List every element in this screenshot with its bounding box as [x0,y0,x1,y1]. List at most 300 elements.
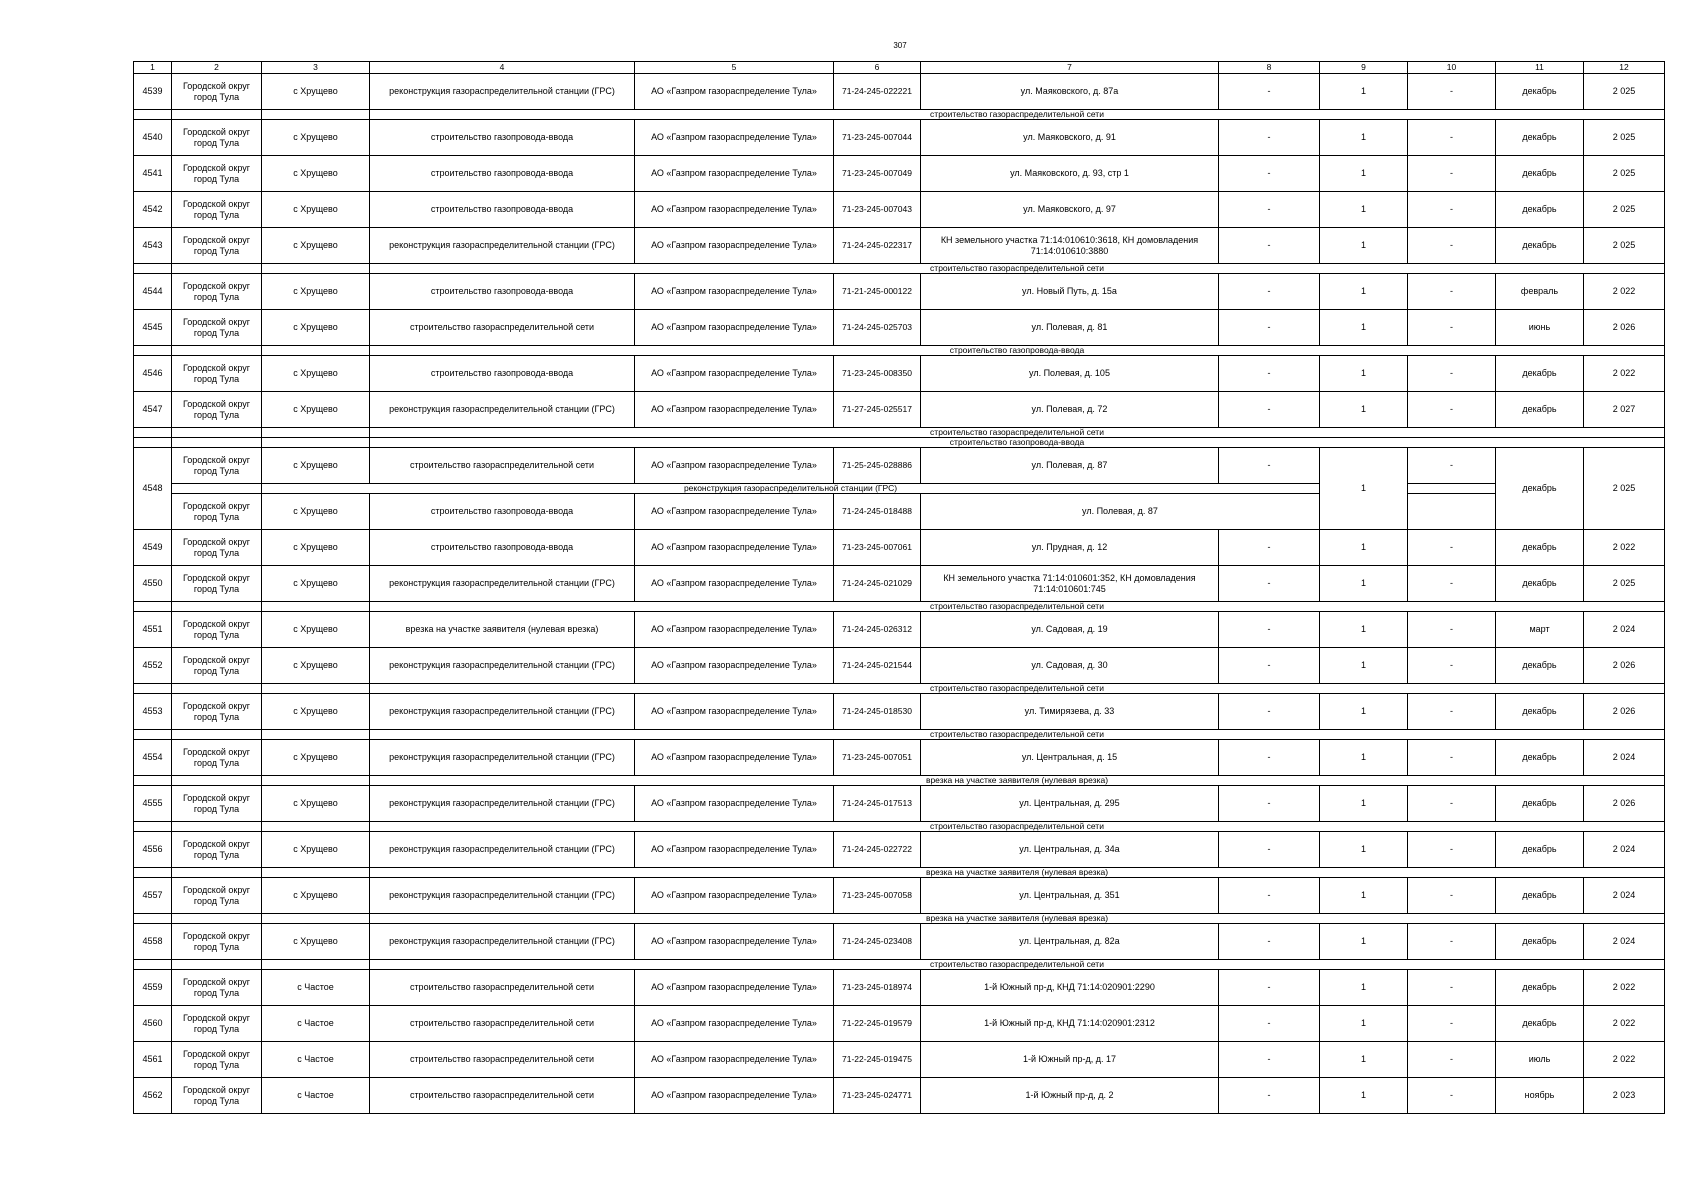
col10-cell: - [1408,228,1496,264]
table-subheader-row [134,110,1665,120]
work-type-cell: строительство газопровода-ввода [370,356,635,392]
table-subheader-row [134,684,1665,694]
column-header: 8 [1219,62,1320,74]
district-cell: Городской округ город Тула [172,612,262,648]
month-cell: декабрь [1496,156,1584,192]
empty-cell [262,914,370,924]
year-cell: 2 025 [1584,74,1665,110]
col9-cell: 1 [1320,156,1408,192]
work-type-subheader: строительство газораспределительной сети [370,684,1665,694]
organization-cell: АО «Газпром газораспределение Тула» [635,878,834,914]
table-row [134,924,1665,960]
locality-cell: с Хрущево [262,530,370,566]
header-row [134,62,1665,74]
empty-cell [262,602,370,612]
col10-cell: - [1408,740,1496,776]
locality-cell: с Хрущево [262,494,370,530]
table-subheader-row [134,264,1665,274]
col10-cell: - [1408,310,1496,346]
empty-cell [134,960,172,970]
address-cell: ул. Полевая, д. 72 [921,392,1219,428]
empty-cell [172,484,262,494]
code-cell: 71-24-245-022317 [834,228,921,264]
col8-cell: - [1219,832,1320,868]
work-type-subheader: строительство газопровода-ввода [370,346,1665,356]
district-cell: Городской округ город Тула [172,924,262,960]
work-type-cell: строительство газопровода-ввода [370,274,635,310]
district-cell: Городской округ город Тула [172,694,262,730]
organization-cell: АО «Газпром газораспределение Тула» [635,970,834,1006]
col10-cell: - [1408,970,1496,1006]
address-cell: 1-й Южный пр-д, д. 17 [921,1042,1219,1078]
work-type-cell: реконструкция газораспределительной станции (ГРС) [370,832,635,868]
empty-cell [262,264,370,274]
empty-cell [134,684,172,694]
work-type-subheader: реконструкция газораспределительной станции (ГРС) [262,484,1320,494]
district-cell: Городской округ город Тула [172,356,262,392]
table-row [134,274,1665,310]
year-cell: 2 026 [1584,694,1665,730]
column-header: 7 [921,62,1219,74]
empty-cell [134,822,172,832]
locality-cell: с Хрущево [262,566,370,602]
table-row [134,648,1665,684]
work-type-subheader: строительство газораспределительной сети [370,730,1665,740]
column-header: 1 [134,62,172,74]
col8-cell: - [1219,786,1320,822]
col10-cell: - [1408,1006,1496,1042]
address-cell: 1-й Южный пр-д, д. 2 [921,1078,1219,1114]
code-cell: 71-24-245-022221 [834,74,921,110]
organization-cell: АО «Газпром газораспределение Тула» [635,694,834,730]
month-cell: декабрь [1496,648,1584,684]
code-cell: 71-23-245-007058 [834,878,921,914]
col9-cell: 1 [1320,694,1408,730]
work-type-cell: строительство газопровода-ввода [370,192,635,228]
table-row [134,1006,1665,1042]
empty-cell [1408,494,1496,530]
month-cell: декабрь [1496,566,1584,602]
code-cell: 71-23-245-018974 [834,970,921,1006]
table-row [134,156,1665,192]
row-number: 4539 [134,74,172,110]
col8-cell: - [1219,740,1320,776]
col8-cell: - [1219,878,1320,914]
code-cell: 71-24-245-025703 [834,310,921,346]
empty-cell [134,346,172,356]
col10-cell: - [1408,74,1496,110]
col10-cell: - [1408,392,1496,428]
empty-cell [262,684,370,694]
code-cell: 71-23-245-007044 [834,120,921,156]
empty-cell [1408,484,1496,494]
month-cell: декабрь [1496,786,1584,822]
code-cell: 71-22-245-019579 [834,1006,921,1042]
empty-cell [134,914,172,924]
col9-cell: 1 [1320,832,1408,868]
organization-cell: АО «Газпром газораспределение Тула» [635,448,834,484]
row-number: 4545 [134,310,172,346]
work-type-subheader: врезка на участке заявителя (нулевая врезка) [370,914,1665,924]
row-number: 4561 [134,1042,172,1078]
address-cell: 1-й Южный пр-д, КНД 71:14:020901:2312 [921,1006,1219,1042]
row-number: 4562 [134,1078,172,1114]
col10-cell: - [1408,192,1496,228]
work-type-subheader: врезка на участке заявителя (нулевая врезка) [370,868,1665,878]
locality-cell: с Хрущево [262,878,370,914]
empty-cell [134,264,172,274]
col10-cell: - [1408,1042,1496,1078]
year-cell: 2 025 [1584,448,1665,530]
col10-cell: - [1408,786,1496,822]
address-cell: ул. Полевая, д. 81 [921,310,1219,346]
empty-cell [262,868,370,878]
year-cell: 2 022 [1584,1042,1665,1078]
column-header: 2 [172,62,262,74]
organization-cell: АО «Газпром газораспределение Тула» [635,392,834,428]
locality-cell: с Хрущево [262,392,370,428]
row-number: 4544 [134,274,172,310]
district-cell: Городской округ город Тула [172,1042,262,1078]
district-cell: Городской округ город Тула [172,786,262,822]
table-subheader-row [134,346,1665,356]
month-cell: декабрь [1496,74,1584,110]
locality-cell: с Хрущево [262,648,370,684]
column-header: 6 [834,62,921,74]
table-row [134,494,1665,530]
code-cell: 71-25-245-028886 [834,448,921,484]
code-cell: 71-21-245-000122 [834,274,921,310]
table-row [134,356,1665,392]
empty-cell [172,110,262,120]
col9-cell: 1 [1320,1042,1408,1078]
work-type-subheader: строительство газораспределительной сети [370,602,1665,612]
locality-cell: с Хрущево [262,156,370,192]
month-cell: декабрь [1496,228,1584,264]
locality-cell: с Хрущево [262,924,370,960]
locality-cell: с Хрущево [262,120,370,156]
month-cell: декабрь [1496,1006,1584,1042]
empty-cell [262,346,370,356]
row-number: 4558 [134,924,172,960]
organization-cell: АО «Газпром газораспределение Тула» [635,74,834,110]
district-cell: Городской округ город Тула [172,192,262,228]
address-cell: ул. Центральная, д. 295 [921,786,1219,822]
col9-cell: 1 [1320,274,1408,310]
month-cell: декабрь [1496,530,1584,566]
address-cell: ул. Садовая, д. 30 [921,648,1219,684]
district-cell: Городской округ город Тула [172,970,262,1006]
code-cell: 71-23-245-007043 [834,192,921,228]
district-cell: Городской округ город Тула [172,740,262,776]
empty-cell [172,868,262,878]
locality-cell: с Частое [262,1042,370,1078]
row-number: 4540 [134,120,172,156]
address-cell: ул. Маяковского, д. 93, стр 1 [921,156,1219,192]
locality-cell: с Частое [262,970,370,1006]
work-type-cell: реконструкция газораспределительной станции (ГРС) [370,740,635,776]
col10-cell: - [1408,566,1496,602]
month-cell: декабрь [1496,832,1584,868]
column-header: 4 [370,62,635,74]
locality-cell: с Частое [262,1006,370,1042]
empty-cell [134,730,172,740]
year-cell: 2 024 [1584,878,1665,914]
col9-cell: 1 [1320,1078,1408,1114]
work-type-subheader: строительство газораспределительной сети [370,428,1665,438]
address-cell: ул. Новый Путь, д. 15а [921,274,1219,310]
address-cell: ул. Маяковского, д. 97 [921,192,1219,228]
empty-cell [262,776,370,786]
year-cell: 2 024 [1584,832,1665,868]
year-cell: 2 027 [1584,392,1665,428]
year-cell: 2 025 [1584,192,1665,228]
table-subheader-row [134,438,1665,448]
code-cell: 71-24-245-021029 [834,566,921,602]
col9-cell: 1 [1320,74,1408,110]
work-type-cell: реконструкция газораспределительной станции (ГРС) [370,694,635,730]
empty-cell [172,730,262,740]
empty-cell [262,428,370,438]
address-cell: ул. Полевая, д. 87 [921,448,1219,484]
work-type-subheader: строительство газораспределительной сети [370,822,1665,832]
table-row [134,1078,1665,1114]
month-cell: июль [1496,1042,1584,1078]
organization-cell: АО «Газпром газораспределение Тула» [635,274,834,310]
year-cell: 2 024 [1584,612,1665,648]
organization-cell: АО «Газпром газораспределение Тула» [635,228,834,264]
col9-cell: 1 [1320,566,1408,602]
work-type-cell: строительство газопровода-ввода [370,494,635,530]
work-type-subheader: врезка на участке заявителя (нулевая врезка) [370,776,1665,786]
table-row [134,786,1665,822]
organization-cell: АО «Газпром газораспределение Тула» [635,494,834,530]
col10-cell: - [1408,878,1496,914]
col10-cell: - [1408,530,1496,566]
col8-cell: - [1219,192,1320,228]
col10-cell: - [1408,448,1496,484]
address-cell: ул. Центральная, д. 34а [921,832,1219,868]
col9-cell: 1 [1320,120,1408,156]
month-cell: декабрь [1496,924,1584,960]
row-number: 4553 [134,694,172,730]
district-cell: Городской округ город Тула [172,448,262,484]
empty-cell [172,346,262,356]
table-body [134,74,1665,1114]
row-number: 4550 [134,566,172,602]
col10-cell: - [1408,156,1496,192]
row-number: 4546 [134,356,172,392]
month-cell: декабрь [1496,356,1584,392]
col8-cell: - [1219,274,1320,310]
col10-cell: - [1408,356,1496,392]
work-type-cell: реконструкция газораспределительной станции (ГРС) [370,392,635,428]
col9-cell: 1 [1320,1006,1408,1042]
empty-cell [262,960,370,970]
col8-cell: - [1219,156,1320,192]
empty-cell [134,438,172,448]
organization-cell: АО «Газпром газораспределение Тула» [635,356,834,392]
code-cell: 71-24-245-021544 [834,648,921,684]
locality-cell: с Хрущево [262,612,370,648]
col8-cell: - [1219,694,1320,730]
empty-cell [172,264,262,274]
col9-cell: 1 [1320,740,1408,776]
address-cell: ул. Центральная, д. 351 [921,878,1219,914]
year-cell: 2 025 [1584,156,1665,192]
col8-cell: - [1219,228,1320,264]
year-cell: 2 022 [1584,356,1665,392]
district-cell: Городской округ город Тула [172,120,262,156]
locality-cell: с Хрущево [262,448,370,484]
empty-cell [262,822,370,832]
address-cell: ул. Тимирязева, д. 33 [921,694,1219,730]
year-cell: 2 023 [1584,1078,1665,1114]
year-cell: 2 022 [1584,1006,1665,1042]
organization-cell: АО «Газпром газораспределение Тула» [635,156,834,192]
address-cell: ул. Садовая, д. 19 [921,612,1219,648]
work-type-cell: реконструкция газораспределительной станции (ГРС) [370,786,635,822]
empty-cell [262,110,370,120]
table-subheader-row [134,822,1665,832]
table-row [134,192,1665,228]
col8-cell: - [1219,566,1320,602]
district-cell: Городской округ город Тула [172,156,262,192]
organization-cell: АО «Газпром газораспределение Тула» [635,1042,834,1078]
district-cell: Городской округ город Тула [172,832,262,868]
address-cell: ул. Маяковского, д. 91 [921,120,1219,156]
col8-cell: - [1219,74,1320,110]
work-type-cell: реконструкция газораспределительной станции (ГРС) [370,878,635,914]
work-type-cell: строительство газораспределительной сети [370,970,635,1006]
column-header: 10 [1408,62,1496,74]
address-cell: ул. Центральная, д. 15 [921,740,1219,776]
district-cell: Городской округ город Тула [172,530,262,566]
month-cell: декабрь [1496,878,1584,914]
work-type-cell: строительство газораспределительной сети [370,448,635,484]
year-cell: 2 026 [1584,648,1665,684]
col8-cell: - [1219,612,1320,648]
col9-cell: 1 [1320,530,1408,566]
year-cell: 2 022 [1584,530,1665,566]
organization-cell: АО «Газпром газораспределение Тула» [635,120,834,156]
locality-cell: с Хрущево [262,694,370,730]
month-cell: декабрь [1496,970,1584,1006]
address-cell: КН земельного участка 71:14:010610:3618, КН домовладения 71:14:010610:3880 [921,228,1219,264]
organization-cell: АО «Газпром газораспределение Тула» [635,612,834,648]
table-subheader-row [134,776,1665,786]
code-cell: 71-23-245-007061 [834,530,921,566]
organization-cell: АО «Газпром газораспределение Тула» [635,310,834,346]
col9-cell: 1 [1320,924,1408,960]
col8-cell: - [1219,1078,1320,1114]
locality-cell: с Хрущево [262,228,370,264]
empty-cell [262,438,370,448]
table-subheader-row [134,960,1665,970]
col9-cell: 1 [1320,356,1408,392]
year-cell: 2 024 [1584,740,1665,776]
work-type-cell: строительство газораспределительной сети [370,1006,635,1042]
col10-cell: - [1408,648,1496,684]
month-cell: ноябрь [1496,1078,1584,1114]
work-type-subheader: строительство газораспределительной сети [370,110,1665,120]
code-cell: 71-24-245-018488 [834,494,921,530]
year-cell: 2 025 [1584,228,1665,264]
locality-cell: с Хрущево [262,832,370,868]
table-subheader-row [134,868,1665,878]
table-row [134,392,1665,428]
col8-cell: - [1219,924,1320,960]
month-cell: февраль [1496,274,1584,310]
month-cell: декабрь [1496,740,1584,776]
table-row [134,878,1665,914]
col10-cell: - [1408,120,1496,156]
month-cell: декабрь [1496,120,1584,156]
work-type-cell: строительство газораспределительной сети [370,310,635,346]
code-cell: 71-27-245-025517 [834,392,921,428]
district-cell: Городской округ город Тула [172,494,262,530]
row-number: 4541 [134,156,172,192]
district-cell: Городской округ город Тула [172,74,262,110]
organization-cell: АО «Газпром газораспределение Тула» [635,924,834,960]
column-header: 11 [1496,62,1584,74]
locality-cell: с Хрущево [262,274,370,310]
row-number: 4552 [134,648,172,684]
month-cell: декабрь [1496,694,1584,730]
column-header: 3 [262,62,370,74]
register-table [133,61,1665,1114]
district-cell: Городской округ город Тула [172,878,262,914]
empty-cell [134,776,172,786]
year-cell: 2 022 [1584,274,1665,310]
district-cell: Городской округ город Тула [172,648,262,684]
district-cell: Городской округ город Тула [172,228,262,264]
row-number: 4555 [134,786,172,822]
organization-cell: АО «Газпром газораспределение Тула» [635,566,834,602]
work-type-cell: врезка на участке заявителя (нулевая врезка) [370,612,635,648]
row-number: 4560 [134,1006,172,1042]
table-row [134,832,1665,868]
locality-cell: с Хрущево [262,356,370,392]
address-cell: ул. Маяковского, д. 87а [921,74,1219,110]
empty-cell [172,914,262,924]
work-type-cell: реконструкция газораспределительной станции (ГРС) [370,924,635,960]
table-subheader-row [134,730,1665,740]
table-row [134,694,1665,730]
code-cell: 71-23-245-008350 [834,356,921,392]
code-cell: 71-24-245-023408 [834,924,921,960]
col10-cell: - [1408,694,1496,730]
col8-cell: - [1219,356,1320,392]
locality-cell: с Хрущево [262,310,370,346]
table-row [134,1042,1665,1078]
organization-cell: АО «Газпром газораспределение Тула» [635,786,834,822]
code-cell: 71-24-245-018530 [834,694,921,730]
work-type-cell: строительство газопровода-ввода [370,156,635,192]
empty-cell [172,428,262,438]
address-cell: ул. Центральная, д. 82а [921,924,1219,960]
code-cell: 71-24-245-017513 [834,786,921,822]
work-type-cell: реконструкция газораспределительной станции (ГРС) [370,74,635,110]
col9-cell: 1 [1320,228,1408,264]
col9-cell: 1 [1320,392,1408,428]
locality-cell: с Частое [262,1078,370,1114]
col9-cell: 1 [1320,786,1408,822]
district-cell: Городской округ город Тула [172,392,262,428]
empty-cell [134,602,172,612]
month-cell: декабрь [1496,392,1584,428]
col10-cell: - [1408,1078,1496,1114]
